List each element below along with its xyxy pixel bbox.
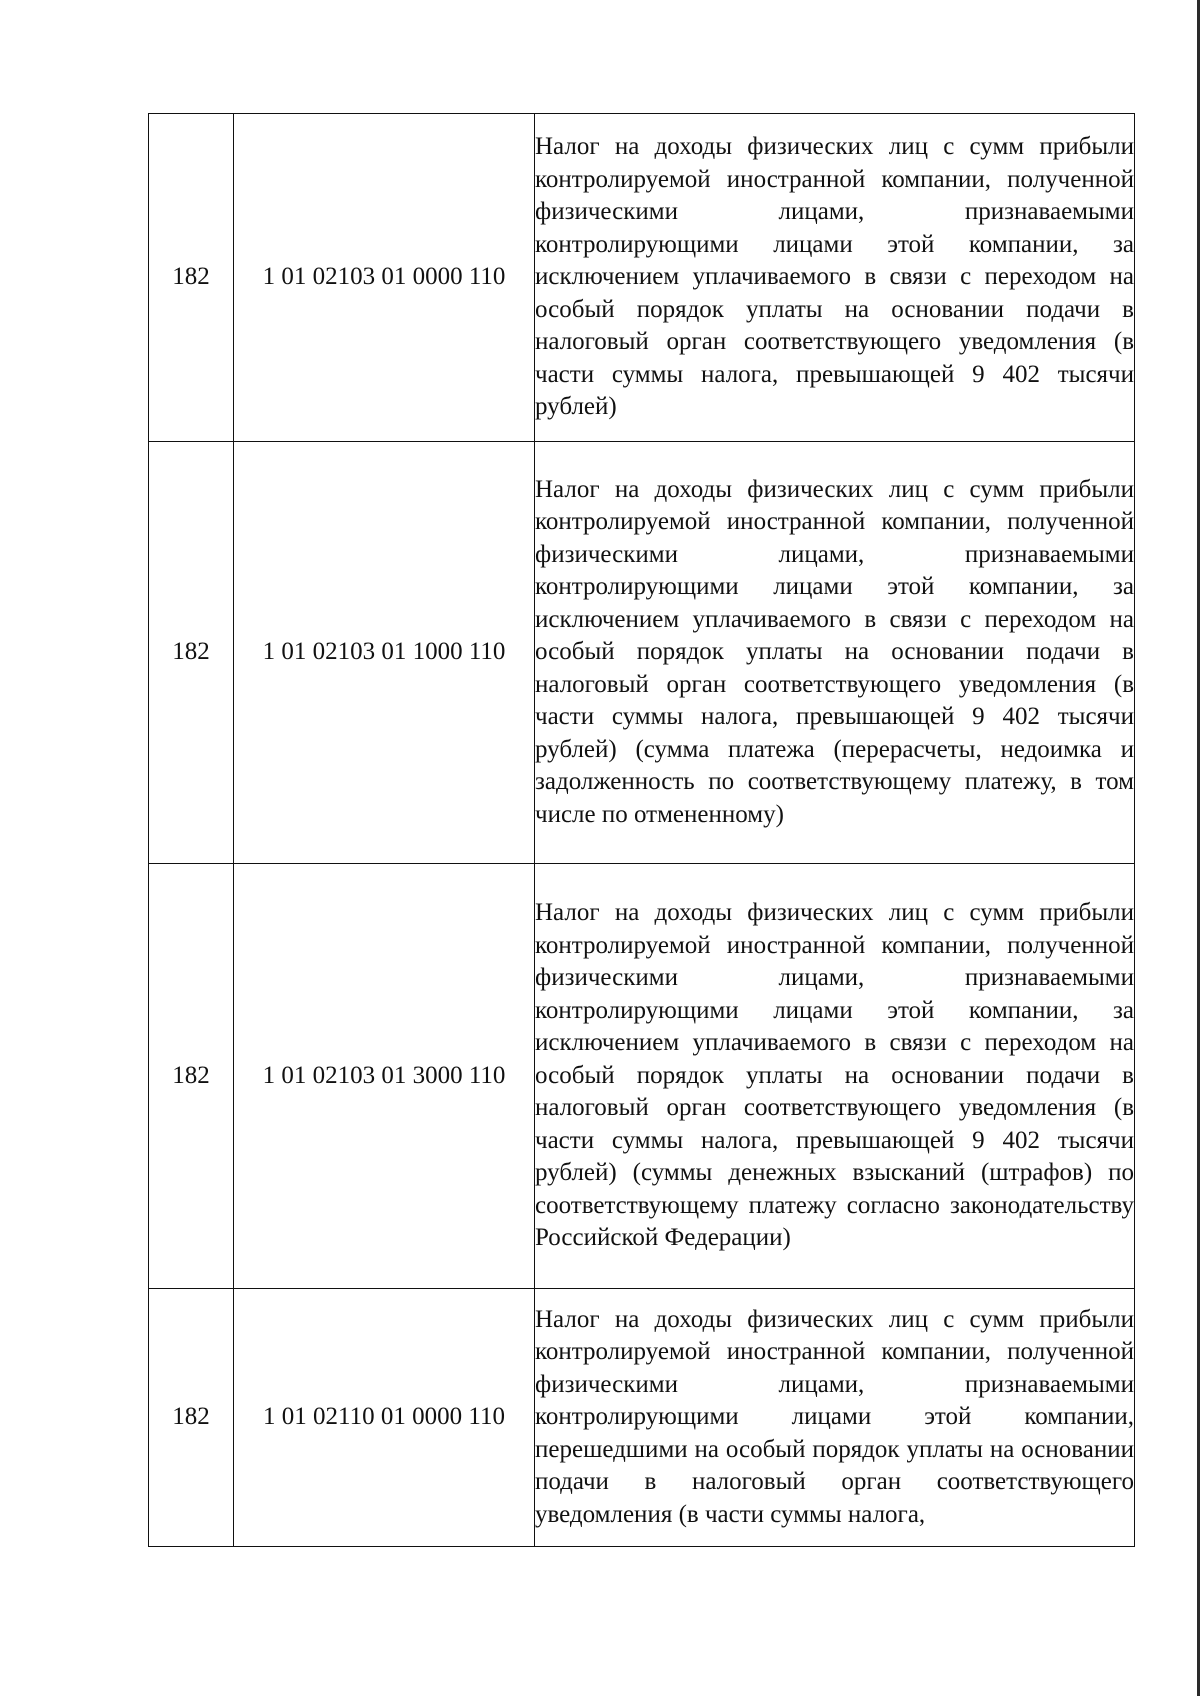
- admin-code-cell: 182: [149, 864, 234, 1289]
- admin-code-cell: 182: [149, 442, 234, 864]
- admin-code-cell: 182: [149, 1289, 234, 1547]
- budget-code-cell: 1 01 02103 01 3000 110: [234, 864, 535, 1289]
- table-row: [149, 864, 1135, 1289]
- description-text: Налог на доходы физических лиц с сумм прибыли контролируемой иностранной компании, полученной физическими лицами, признаваемыми контролирующими лицами этой компании, перешедшими на особый порядок уплаты на основании подачи в налоговый орган соответствующего уведомления (в части суммы налога,: [535, 1305, 1134, 1528]
- description-cell: [535, 114, 1135, 442]
- description-text: Налог на доходы физических лиц с сумм прибыли контролируемой иностранной компании, полученной физическими лицами, признаваемыми контролирующими лицами этой компании, за исключением уплачиваемого в связи с переходом на особый порядок уплаты на основании подачи в налоговый орган соответствующего уведомления (в части суммы налога, превышающей 9 402 тысячи рублей): [535, 133, 1134, 421]
- table-row: [149, 442, 1135, 864]
- budget-code-cell: 1 01 02103 01 1000 110: [234, 442, 535, 864]
- table-row: [149, 114, 1135, 442]
- description-cell: [535, 442, 1135, 864]
- description-cell: [535, 1289, 1135, 1547]
- description-text: Налог на доходы физических лиц с сумм прибыли контролируемой иностранной компании, полученной физическими лицами, признаваемыми контролирующими лицами этой компании, за исключением уплачиваемого в связи с переходом на особый порядок уплаты на основании подачи в налоговый орган соответствующего уведомления (в части суммы налога, превышающей 9 402 тысячи рублей) (сумма платежа (перерасчеты, недоимка и задолженность по соответствующему платежу, в том числе по отмененному): [535, 475, 1134, 828]
- budget-code-cell: 1 01 02103 01 0000 110: [234, 114, 535, 442]
- budget-code-cell: 1 01 02110 01 0000 110: [234, 1289, 535, 1547]
- description-text: Налог на доходы физических лиц с сумм прибыли контролируемой иностранной компании, полученной физическими лицами, признаваемыми контролирующими лицами этой компании, за исключением уплачиваемого в связи с переходом на особый порядок уплаты на основании подачи в налоговый орган соответствующего уведомления (в части суммы налога, превышающей 9 402 тысячи рублей) (суммы денежных взысканий (штрафов) по соответствующему платежу согласно законодательству Российской Федерации): [535, 899, 1134, 1252]
- description-cell: [535, 864, 1135, 1289]
- kbk-table: [148, 113, 1135, 1547]
- table-row: [149, 1289, 1135, 1547]
- admin-code-cell: 182: [149, 114, 234, 442]
